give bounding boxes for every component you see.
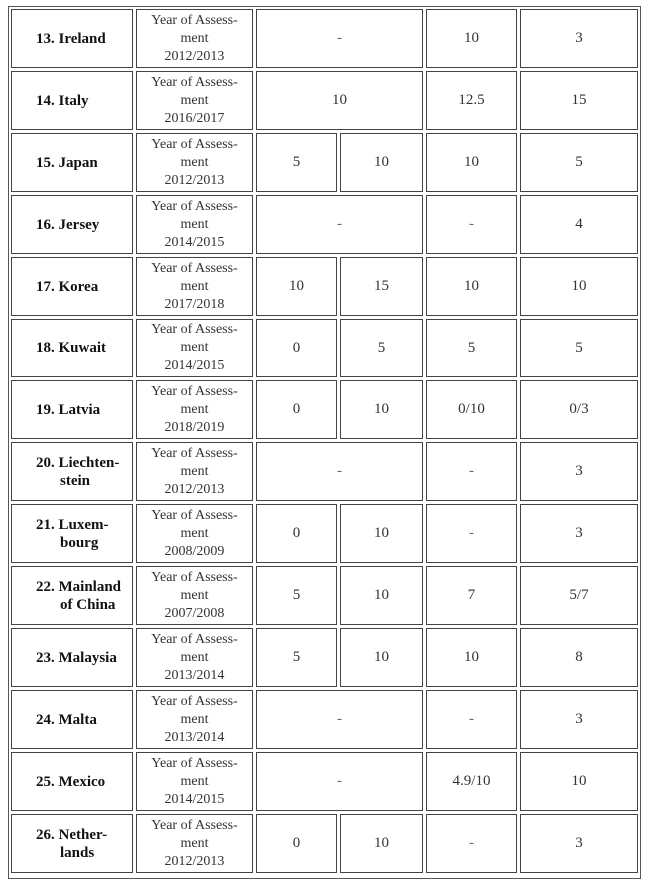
country-label (36, 516, 109, 552)
country-line (36, 649, 117, 667)
rate-cell-3 (426, 566, 517, 625)
country-label (36, 773, 105, 791)
country-cell (11, 71, 133, 130)
rate-value: 5 (575, 339, 583, 356)
year-label-line2: ment (180, 711, 209, 727)
rate-cell-1 (256, 504, 337, 563)
year-label-line1: Year of Assess- (151, 507, 238, 523)
year-value: 2007/2008 (164, 605, 225, 621)
country-label (36, 92, 89, 110)
year-label-line2: ment (180, 401, 209, 417)
country-name: Latvia (58, 401, 101, 418)
year-label-line1: Year of Assess- (151, 12, 238, 28)
country-line (36, 216, 99, 234)
rate-value: 10 (374, 649, 389, 665)
year-of-assessment-cell (136, 195, 253, 254)
year-label-line2: ment (180, 340, 209, 355)
row-number: 17. (36, 278, 55, 295)
country-name: Jersey (58, 216, 100, 233)
country-line (36, 773, 105, 791)
country-name: Mainland (58, 578, 122, 595)
year-label-line1: Year of Assess- (151, 817, 238, 833)
year-label-line2: ment (180, 216, 209, 232)
year-value: 2014/2015 (164, 358, 225, 373)
rate-cell-2 (340, 504, 423, 563)
year-label-line1: Year of Assess- (151, 136, 238, 152)
rate-cell-4 (520, 442, 638, 501)
rate-value: 10 (464, 278, 479, 294)
rate-value: 5/7 (569, 587, 589, 603)
country-name: Italy (58, 92, 89, 109)
year-of-assessment-cell (136, 442, 253, 501)
country-cell (11, 380, 133, 439)
rate-cell-2 (340, 319, 423, 377)
rate-cell-1 (256, 566, 337, 625)
rate-value: 10 (464, 154, 479, 170)
year-label-line2: ment (180, 525, 209, 541)
row-number: 24. (36, 711, 55, 728)
country-label (36, 339, 106, 357)
year-value: 2012/2013 (164, 48, 225, 64)
rate-value: 15 (374, 278, 389, 294)
rate-value: - (337, 216, 342, 232)
rate-value: 0/10 (458, 401, 485, 417)
rate-value: - (337, 30, 342, 46)
country-name: Luxem- (58, 516, 109, 533)
rate-cell-4 (520, 690, 638, 749)
rate-value: 10 (374, 525, 389, 541)
rate-value: - (337, 463, 342, 479)
rate-cell-3 (426, 690, 517, 749)
rate-value: - (469, 216, 474, 232)
year-value: 2014/2015 (164, 791, 225, 807)
country-label (36, 711, 97, 729)
country-line (36, 339, 106, 357)
rate-value: 10 (374, 154, 389, 170)
rate-cell-3 (426, 504, 517, 563)
year-value: 2016/2017 (164, 110, 225, 126)
country-name-continued: bourg (60, 534, 99, 551)
row-number: 20. (36, 454, 55, 471)
rate-value: - (469, 525, 474, 541)
year-value: 2008/2009 (164, 543, 225, 559)
rate-value: - (469, 711, 474, 727)
country-label (36, 649, 117, 667)
country-line (36, 154, 98, 172)
year-label-line2: ment (180, 154, 209, 170)
rate-cell-4 (520, 71, 638, 130)
rate-value: 0 (292, 339, 301, 356)
rate-value: 3 (575, 463, 583, 479)
country-cell (11, 814, 133, 873)
rate-cell-2 (340, 628, 423, 687)
country-name: Ireland (58, 30, 106, 47)
country-cell (11, 257, 133, 316)
rate-value: 0 (292, 835, 301, 851)
year-label-line2: ment (180, 278, 209, 294)
rate-cell-3 (426, 752, 517, 811)
rate-cell-4 (520, 257, 638, 316)
rate-value: 0 (292, 401, 301, 417)
year-of-assessment-cell (136, 257, 253, 316)
rate-value: 0 (292, 525, 301, 541)
country-line (36, 454, 119, 472)
rate-cell-3 (426, 257, 517, 316)
rate-cell-1 (256, 628, 337, 687)
rate-cell-4 (520, 9, 638, 68)
year-of-assessment-cell (136, 319, 253, 377)
rate-cell-2 (340, 133, 423, 192)
rate-cell-merged (256, 195, 423, 254)
rate-cell-4 (520, 504, 638, 563)
rate-value: 15 (571, 92, 587, 108)
rate-value: 0/3 (569, 401, 589, 417)
year-label-line1: Year of Assess- (151, 755, 238, 771)
country-name-continued: of China (60, 596, 116, 613)
rate-value: - (337, 711, 342, 727)
rate-value: 5 (377, 339, 386, 356)
rate-value: - (469, 463, 474, 479)
rate-cell-1 (256, 380, 337, 439)
rate-cell-4 (520, 814, 638, 873)
country-cell (11, 133, 133, 192)
country-cell (11, 628, 133, 687)
rate-cell-3 (426, 133, 517, 192)
year-label-line2: ment (180, 92, 209, 108)
row-number: 16. (36, 216, 55, 233)
year-value: 2017/2018 (164, 296, 225, 312)
year-label-line1: Year of Assess- (151, 693, 238, 709)
year-label-line2: ment (180, 649, 209, 665)
year-value: 2013/2014 (164, 729, 225, 745)
year-value: 2013/2014 (164, 667, 225, 683)
rate-cell-3 (426, 319, 517, 377)
country-name: Malaysia (58, 649, 117, 666)
rate-cell-merged (256, 9, 423, 68)
rate-value: - (469, 835, 474, 851)
year-label-line1: Year of Assess- (151, 445, 238, 461)
rate-value: 10 (571, 773, 587, 789)
rate-value: 10 (374, 587, 389, 603)
row-number: 23. (36, 649, 55, 666)
year-of-assessment-cell (136, 71, 253, 130)
rate-value: 10 (374, 835, 389, 851)
rate-cell-merged (256, 690, 423, 749)
country-line (36, 401, 100, 419)
row-number: 18. (36, 340, 55, 356)
year-value: 2012/2013 (164, 853, 225, 869)
rate-cell-2 (340, 566, 423, 625)
country-cell (11, 442, 133, 501)
rate-cell-4 (520, 319, 638, 377)
country-cell (11, 319, 133, 377)
year-label-line1: Year of Assess- (151, 322, 238, 337)
rate-value: 3 (575, 30, 583, 46)
country-cell (11, 195, 133, 254)
country-label (36, 278, 98, 296)
rate-cell-4 (520, 133, 638, 192)
rate-cell-4 (520, 752, 638, 811)
rate-cell-merged (256, 71, 423, 130)
row-number: 22. (36, 578, 55, 595)
rate-value: 10 (464, 649, 479, 665)
year-label-line2: ment (180, 587, 209, 603)
year-of-assessment-cell (136, 504, 253, 563)
country-label (36, 578, 121, 614)
year-label-line1: Year of Assess- (151, 198, 238, 214)
rate-cell-2 (340, 257, 423, 316)
country-name: Nether- (58, 826, 108, 843)
year-value: 2012/2013 (164, 481, 225, 497)
rate-cell-3 (426, 442, 517, 501)
year-label-line2: ment (180, 30, 209, 46)
row-number: 15. (36, 154, 55, 171)
country-label (36, 216, 99, 234)
year-value: 2014/2015 (164, 234, 225, 250)
country-cell (11, 9, 133, 68)
rate-value: 5 (292, 587, 301, 603)
country-name: Malta (58, 711, 97, 728)
country-name: Kuwait (58, 340, 107, 356)
rate-cell-3 (426, 9, 517, 68)
rate-cell-1 (256, 814, 337, 873)
country-name: Liechten- (58, 454, 120, 471)
year-label-line1: Year of Assess- (151, 260, 238, 276)
rate-cell-4 (520, 628, 638, 687)
rate-value: 10 (571, 278, 587, 294)
rate-value: 8 (575, 649, 583, 665)
rate-value: 4.9/10 (452, 773, 491, 789)
rate-value: 5 (467, 339, 476, 356)
year-of-assessment-cell (136, 566, 253, 625)
row-number: 26. (36, 826, 55, 843)
rate-cell-1 (256, 133, 337, 192)
year-label-line2: ment (180, 835, 209, 851)
row-number: 19. (36, 401, 55, 418)
country-line (36, 826, 107, 844)
rate-value: 10 (332, 92, 347, 108)
rate-cell-merged (256, 442, 423, 501)
year-value: 2018/2019 (164, 419, 225, 435)
year-label-line1: Year of Assess- (151, 383, 238, 399)
rate-cell-3 (426, 71, 517, 130)
year-label-line1: Year of Assess- (151, 74, 238, 90)
country-label (36, 454, 119, 490)
rate-cell-2 (340, 380, 423, 439)
row-number: 25. (36, 773, 55, 790)
country-name: Korea (58, 278, 99, 295)
rate-cell-1 (256, 319, 337, 377)
rate-cell-3 (426, 380, 517, 439)
country-line (36, 516, 109, 534)
rate-cell-3 (426, 814, 517, 873)
country-line (36, 92, 89, 110)
rate-value: 3 (575, 835, 583, 851)
rate-value: - (337, 773, 342, 789)
year-of-assessment-cell (136, 9, 253, 68)
country-cell (11, 566, 133, 625)
country-cell (11, 690, 133, 749)
year-label-line1: Year of Assess- (151, 631, 238, 647)
country-cell (11, 752, 133, 811)
country-line (36, 711, 97, 729)
rate-cell-2 (340, 814, 423, 873)
year-of-assessment-cell (136, 814, 253, 873)
year-of-assessment-cell (136, 752, 253, 811)
country-line (36, 278, 98, 296)
country-line (36, 578, 121, 596)
rate-value: 12.5 (458, 92, 485, 108)
rate-cell-merged (256, 752, 423, 811)
rate-value: 5 (575, 154, 583, 170)
country-name: Japan (58, 154, 98, 171)
country-name: Mexico (58, 773, 106, 790)
rate-value: 10 (464, 30, 479, 46)
country-label (36, 30, 106, 48)
year-label-line2: ment (180, 773, 209, 789)
year-label-line2: ment (180, 463, 209, 479)
country-name-continued: stein (60, 472, 90, 489)
year-value: 2012/2013 (164, 172, 225, 188)
rate-cell-3 (426, 628, 517, 687)
rate-value: 3 (575, 525, 583, 541)
rate-cell-4 (520, 195, 638, 254)
rate-value: 10 (374, 401, 389, 417)
rate-cell-4 (520, 380, 638, 439)
country-label (36, 154, 98, 172)
row-number: 13. (36, 30, 55, 47)
year-of-assessment-cell (136, 380, 253, 439)
row-number: 14. (36, 92, 55, 109)
rate-value: 10 (289, 278, 304, 294)
rate-value: 7 (467, 587, 476, 603)
country-name-continued: lands (60, 844, 95, 861)
rate-value: 5 (292, 154, 301, 170)
row-number: 21. (36, 516, 55, 533)
rate-value: 3 (575, 711, 583, 727)
rate-cell-4 (520, 566, 638, 625)
rate-value: 5 (292, 649, 301, 665)
rate-cell-1 (256, 257, 337, 316)
year-of-assessment-cell (136, 690, 253, 749)
country-cell (11, 504, 133, 563)
country-label (36, 401, 100, 419)
country-line (36, 30, 106, 48)
year-of-assessment-cell (136, 133, 253, 192)
country-label (36, 826, 107, 862)
rate-cell-3 (426, 195, 517, 254)
year-of-assessment-cell (136, 628, 253, 687)
year-label-line1: Year of Assess- (151, 569, 238, 585)
rate-value: 4 (575, 216, 583, 232)
